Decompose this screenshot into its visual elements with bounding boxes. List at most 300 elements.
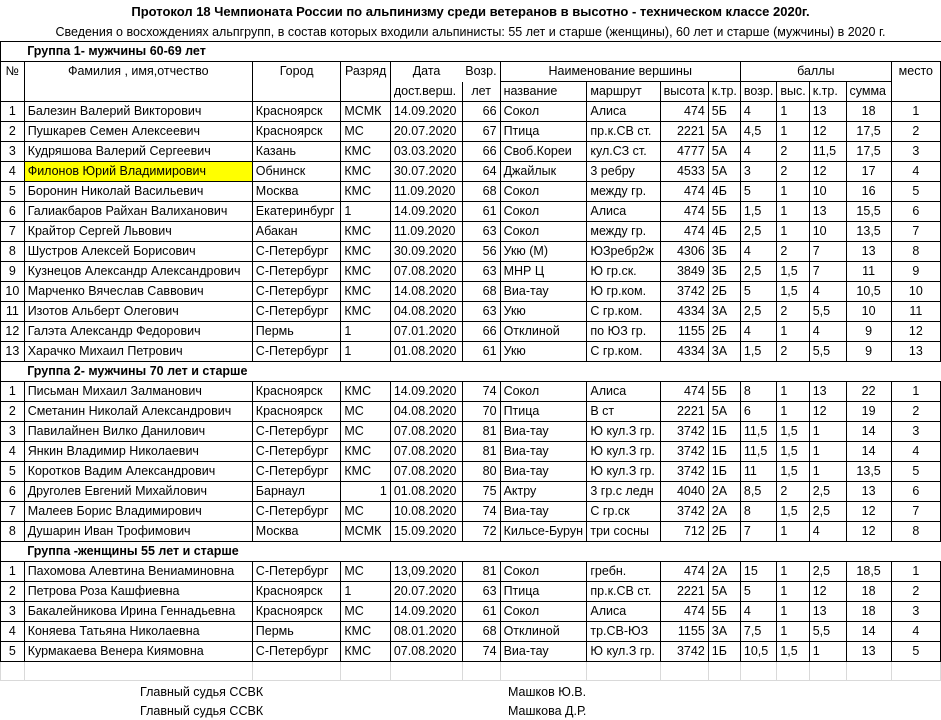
cell-score-height: 1: [777, 202, 809, 222]
cell-score-sum: 14: [846, 622, 891, 642]
cell-score-sum: 22: [846, 382, 891, 402]
cell-name: Павилайнен Вилко Данилович: [24, 422, 252, 442]
cell-place: 1: [891, 102, 940, 122]
cell-city: Пермь: [252, 322, 341, 342]
cell-category: 4Б: [708, 222, 740, 242]
cell-place: 2: [891, 402, 940, 422]
cell-score-cat: 4: [809, 282, 846, 302]
cell-age: 68: [462, 622, 500, 642]
cell-num: 4: [1, 442, 25, 462]
cell-city: Красноярск: [252, 582, 341, 602]
cell-category: 3А: [708, 302, 740, 322]
cell-peak-name: Виа-тау: [500, 422, 587, 442]
cell-name: Галиакбаров Райхан Валиханович: [24, 202, 252, 222]
cell-city: С-Петербург: [252, 282, 341, 302]
table-row: [1, 142, 941, 162]
cell-score-age: 4: [740, 242, 776, 262]
cell-date: 07.08.2020: [390, 422, 462, 442]
protocol-subtitle: Сведения о восхождениях альпгрупп, в состав которых входили альпинисты: 55 лет и старше (женщины), 60 лет и старше (мужчины) в 2020 г.: [55, 25, 886, 39]
cell-date: 11.09.2020: [390, 222, 462, 242]
cell-route: три сосны: [587, 522, 660, 542]
cell-age: 64: [462, 162, 500, 182]
cell-score-sum: 13: [846, 482, 891, 502]
cell-route: 3 ребру: [587, 162, 660, 182]
cell-num: 3: [1, 142, 25, 162]
table-row: [1, 402, 941, 422]
cell-place: 6: [891, 482, 940, 502]
group-spacer: [1, 42, 25, 62]
cell-score-age: 2,5: [740, 222, 776, 242]
cell-score-height: 2: [777, 482, 809, 502]
cell-score-age: 1,5: [740, 202, 776, 222]
cell-score-age: 11,5: [740, 442, 776, 462]
cell-date: 14.09.2020: [390, 602, 462, 622]
cell-score-sum: 18: [846, 602, 891, 622]
empty-cell: [1, 662, 25, 681]
cell-peak-name: Виа-тау: [500, 442, 587, 462]
cell-age: 61: [462, 202, 500, 222]
judge-label-2: Главный судья ССВК: [140, 704, 264, 718]
cell-category: 5Б: [708, 102, 740, 122]
table-row: [1, 422, 941, 442]
cell-num: 9: [1, 262, 25, 282]
cell-peak-name: Джайлык: [500, 162, 587, 182]
cell-place: 7: [891, 502, 940, 522]
empty-cell: [341, 662, 390, 681]
cell-score-height: 2: [777, 142, 809, 162]
judge-label-1: Главный судья ССВК: [140, 685, 264, 699]
cell-rank: КМС: [341, 442, 390, 462]
empty-cell: [891, 662, 940, 681]
cell-score-height: 1: [777, 582, 809, 602]
cell-age: 75: [462, 482, 500, 502]
cell-city: С-Петербург: [252, 422, 341, 442]
cell-age: 68: [462, 282, 500, 302]
cell-score-cat: 10: [809, 182, 846, 202]
subheader-date: дост.верш.: [390, 82, 462, 102]
subheader-peak-name: название: [500, 82, 587, 102]
cell-rank: 1: [341, 482, 390, 502]
cell-name: Кузнецов Александр Александрович: [24, 262, 252, 282]
cell-category: 5Б: [708, 602, 740, 622]
table-row: [1, 222, 941, 242]
cell-rank: МС: [341, 122, 390, 142]
cell-height: 2221: [660, 582, 708, 602]
cell-score-height: 1,5: [777, 502, 809, 522]
cell-name: Янкин Владимир Николаевич: [24, 442, 252, 462]
cell-score-sum: 11: [846, 262, 891, 282]
cell-score-sum: 9: [846, 322, 891, 342]
table-header-row: [1, 62, 941, 82]
cell-height: 712: [660, 522, 708, 542]
cell-num: 7: [1, 502, 25, 522]
cell-score-cat: 2,5: [809, 502, 846, 522]
cell-route: С гр.ком.: [587, 302, 660, 322]
cell-name: Изотов Альберт Олегович: [24, 302, 252, 322]
table-row: [1, 182, 941, 202]
cell-num: 4: [1, 622, 25, 642]
cell-route: С гр.ком.: [587, 342, 660, 362]
cell-height: 1155: [660, 322, 708, 342]
cell-height: 3742: [660, 642, 708, 662]
table-row: [1, 602, 941, 622]
table-row: [1, 202, 941, 222]
cell-rank: КМС: [341, 162, 390, 182]
cell-num: 11: [1, 302, 25, 322]
cell-rank: 1: [341, 342, 390, 362]
empty-cell: [500, 662, 587, 681]
cell-age: 61: [462, 342, 500, 362]
subheader-route: маршрут: [587, 82, 660, 102]
cell-place: 3: [891, 422, 940, 442]
cell-age: 81: [462, 442, 500, 462]
cell-age: 81: [462, 562, 500, 582]
cell-route: 3 гр.с ледн: [587, 482, 660, 502]
cell-date: 13,09.2020: [390, 562, 462, 582]
table-row: [1, 442, 941, 462]
table-row: [1, 322, 941, 342]
cell-score-height: 1: [777, 562, 809, 582]
cell-height: 474: [660, 562, 708, 582]
cell-score-height: 1,5: [777, 282, 809, 302]
cell-score-height: 1: [777, 622, 809, 642]
cell-city: С-Петербург: [252, 342, 341, 362]
cell-place: 10: [891, 282, 940, 302]
cell-height: 2221: [660, 402, 708, 422]
cell-age: 70: [462, 402, 500, 422]
cell-score-sum: 12: [846, 522, 891, 542]
empty-cell: [660, 662, 708, 681]
cell-date: 30.07.2020: [390, 162, 462, 182]
cell-score-sum: 10: [846, 302, 891, 322]
cell-rank: КМС: [341, 642, 390, 662]
cell-city: С-Петербург: [252, 562, 341, 582]
group-header-row: [1, 542, 941, 562]
cell-place: 12: [891, 322, 940, 342]
cell-route: Ю кул.З гр.: [587, 462, 660, 482]
cell-rank: КМС: [341, 182, 390, 202]
cell-place: 4: [891, 622, 940, 642]
cell-score-age: 2,5: [740, 262, 776, 282]
header-rank: Разряд: [341, 62, 390, 82]
group-spacer: [1, 362, 25, 382]
table-row: [1, 522, 941, 542]
cell-score-age: 3: [740, 162, 776, 182]
cell-num: 7: [1, 222, 25, 242]
cell-peak-name: Птица: [500, 122, 587, 142]
cell-route: гребн.: [587, 562, 660, 582]
cell-height: 474: [660, 182, 708, 202]
cell-score-cat: 13: [809, 602, 846, 622]
subheader-category: к.тр.: [708, 82, 740, 102]
header-age: Возр.: [462, 62, 500, 82]
cell-category: 1Б: [708, 442, 740, 462]
cell-peak-name: Виа-тау: [500, 282, 587, 302]
cell-peak-name: Своб.Кореи: [500, 142, 587, 162]
cell-score-age: 8: [740, 382, 776, 402]
cell-peak-name: Сокол: [500, 102, 587, 122]
cell-height: 4777: [660, 142, 708, 162]
header-city: Город: [252, 62, 341, 82]
cell-num: 1: [1, 102, 25, 122]
cell-score-sum: 10,5: [846, 282, 891, 302]
cell-score-height: 1,5: [777, 422, 809, 442]
cell-date: 08.01.2020: [390, 622, 462, 642]
cell-score-height: 1: [777, 102, 809, 122]
cell-score-sum: 9: [846, 342, 891, 362]
cell-height: 1155: [660, 622, 708, 642]
table-row: [1, 502, 941, 522]
cell-date: 14.08.2020: [390, 282, 462, 302]
cell-score-sum: 19: [846, 402, 891, 422]
table-row: [1, 342, 941, 362]
cell-rank: КМС: [341, 222, 390, 242]
table-row: [1, 482, 941, 502]
empty-cell: [390, 662, 462, 681]
cell-category: 2А: [708, 482, 740, 502]
cell-date: 01.08.2020: [390, 482, 462, 502]
cell-score-age: 11: [740, 462, 776, 482]
cell-score-sum: 13: [846, 242, 891, 262]
cell-route: между гр.: [587, 182, 660, 202]
cell-score-height: 1,5: [777, 262, 809, 282]
empty-cell: [809, 662, 846, 681]
cell-score-sum: 13,5: [846, 462, 891, 482]
cell-num: 1: [1, 562, 25, 582]
cell-category: 1Б: [708, 462, 740, 482]
cell-rank: КМС: [341, 302, 390, 322]
cell-age: 63: [462, 262, 500, 282]
cell-place: 3: [891, 142, 940, 162]
cell-score-age: 5: [740, 282, 776, 302]
cell-score-age: 4: [740, 102, 776, 122]
empty-cell: [462, 662, 500, 681]
cell-score-age: 8: [740, 502, 776, 522]
cell-score-height: 2: [777, 302, 809, 322]
cell-height: 474: [660, 202, 708, 222]
cell-category: 2Б: [708, 282, 740, 302]
cell-date: 11.09.2020: [390, 182, 462, 202]
cell-date: 14.09.2020: [390, 102, 462, 122]
cell-city: Барнаул: [252, 482, 341, 502]
cell-age: 66: [462, 102, 500, 122]
cell-category: 5А: [708, 122, 740, 142]
cell-name: Харачко Михаил Петрович: [24, 342, 252, 362]
cell-city: Казань: [252, 142, 341, 162]
cell-name: Балезин Валерий Викторович: [24, 102, 252, 122]
cell-place: 5: [891, 642, 940, 662]
cell-height: 4334: [660, 302, 708, 322]
cell-age: 63: [462, 222, 500, 242]
group-header-row: [1, 42, 941, 62]
cell-route: Ю кул.З гр.: [587, 422, 660, 442]
cell-date: 20.07.2020: [390, 582, 462, 602]
cell-category: 3Б: [708, 242, 740, 262]
cell-score-age: 7: [740, 522, 776, 542]
cell-score-cat: 5,5: [809, 302, 846, 322]
cell-peak-name: Сокол: [500, 182, 587, 202]
cell-route: Ю гр.ск.: [587, 262, 660, 282]
subheader-score-age: возр.: [740, 82, 776, 102]
cell-age: 72: [462, 522, 500, 542]
table-row: [1, 262, 941, 282]
cell-num: 6: [1, 202, 25, 222]
header-place: место: [891, 62, 940, 82]
cell-name: Друголев Евгений Михайлович: [24, 482, 252, 502]
cell-score-cat: 1: [809, 462, 846, 482]
subheader-empty: [1, 82, 25, 102]
cell-peak-name: Отклиной: [500, 622, 587, 642]
empty-cell: [740, 662, 776, 681]
cell-city: Абакан: [252, 222, 341, 242]
cell-category: 5А: [708, 162, 740, 182]
subheader-empty: [341, 82, 390, 102]
cell-rank: КМС: [341, 282, 390, 302]
group-label: Группа -женщины 55 лет и старше: [24, 542, 940, 562]
group-spacer: [1, 542, 25, 562]
cell-place: 4: [891, 162, 940, 182]
cell-score-height: 1: [777, 222, 809, 242]
table-subheader-row: [1, 82, 941, 102]
cell-route: Ю кул.З гр.: [587, 442, 660, 462]
cell-rank: 1: [341, 202, 390, 222]
cell-route: между гр.: [587, 222, 660, 242]
table-row: [1, 122, 941, 142]
cell-place: 9: [891, 262, 940, 282]
table-row: [1, 102, 941, 122]
cell-date: 01.08.2020: [390, 342, 462, 362]
cell-city: Красноярск: [252, 602, 341, 622]
cell-city: Москва: [252, 182, 341, 202]
cell-num: 10: [1, 282, 25, 302]
cell-peak-name: Кильсе-Бурун: [500, 522, 587, 542]
cell-rank: КМС: [341, 622, 390, 642]
cell-num: 6: [1, 482, 25, 502]
subheader-empty: [24, 82, 252, 102]
cell-score-age: 7,5: [740, 622, 776, 642]
table-row: [1, 642, 941, 662]
cell-height: 2221: [660, 122, 708, 142]
cell-num: 3: [1, 422, 25, 442]
cell-score-cat: 12: [809, 402, 846, 422]
cell-score-height: 2: [777, 162, 809, 182]
cell-name: Пахомова Алевтина Вениаминовна: [24, 562, 252, 582]
cell-peak-name: Птица: [500, 582, 587, 602]
cell-rank: МСМК: [341, 102, 390, 122]
cell-score-sum: 18,5: [846, 562, 891, 582]
cell-score-sum: 17: [846, 162, 891, 182]
cell-place: 11: [891, 302, 940, 322]
cell-score-cat: 12: [809, 582, 846, 602]
cell-city: С-Петербург: [252, 442, 341, 462]
cell-score-height: 1: [777, 602, 809, 622]
cell-num: 8: [1, 242, 25, 262]
cell-score-age: 11,5: [740, 422, 776, 442]
empty-cell: [846, 662, 891, 681]
cell-city: Пермь: [252, 622, 341, 642]
cell-city: Обнинск: [252, 162, 341, 182]
cell-age: 63: [462, 302, 500, 322]
group-label: Группа 1- мужчины 60-69 лет: [24, 42, 940, 62]
cell-num: 2: [1, 402, 25, 422]
cell-city: Москва: [252, 522, 341, 542]
cell-city: Красноярск: [252, 102, 341, 122]
cell-name: Письман Михаил Залманович: [24, 382, 252, 402]
cell-place: 8: [891, 522, 940, 542]
cell-score-age: 2,5: [740, 302, 776, 322]
cell-category: 3А: [708, 622, 740, 642]
cell-num: 2: [1, 582, 25, 602]
cell-height: 474: [660, 222, 708, 242]
cell-age: 74: [462, 502, 500, 522]
cell-score-sum: 15,5: [846, 202, 891, 222]
subheader-score-sum: сумма: [846, 82, 891, 102]
cell-score-cat: 1: [809, 422, 846, 442]
cell-score-height: 1,5: [777, 462, 809, 482]
empty-cell: [708, 662, 740, 681]
cell-age: 74: [462, 382, 500, 402]
cell-score-sum: 14: [846, 422, 891, 442]
empty-cell: [777, 662, 809, 681]
cell-name: Коняева Татьяна Николаевна: [24, 622, 252, 642]
cell-peak-name: Сокол: [500, 202, 587, 222]
cell-city: Красноярск: [252, 382, 341, 402]
cell-place: 8: [891, 242, 940, 262]
cell-score-height: 1: [777, 382, 809, 402]
header-date: Дата: [390, 62, 462, 82]
cell-place: 7: [891, 222, 940, 242]
cell-num: 5: [1, 642, 25, 662]
table-row: [1, 582, 941, 602]
table-row: [1, 282, 941, 302]
table-row: [1, 242, 941, 262]
cell-route: Алиса: [587, 602, 660, 622]
cell-city: С-Петербург: [252, 302, 341, 322]
cell-peak-name: Сокол: [500, 562, 587, 582]
cell-rank: МС: [341, 422, 390, 442]
cell-age: 67: [462, 122, 500, 142]
group-header-row: [1, 362, 941, 382]
cell-score-sum: 13,5: [846, 222, 891, 242]
cell-age: 56: [462, 242, 500, 262]
cell-city: С-Петербург: [252, 262, 341, 282]
cell-rank: МС: [341, 402, 390, 422]
cell-date: 03.03.2020: [390, 142, 462, 162]
cell-name: Бакалейникова Ирина Геннадьевна: [24, 602, 252, 622]
cell-place: 5: [891, 182, 940, 202]
cell-score-sum: 18: [846, 582, 891, 602]
subheader-empty: [891, 82, 940, 102]
cell-num: 13: [1, 342, 25, 362]
cell-age: 68: [462, 182, 500, 202]
cell-num: 8: [1, 522, 25, 542]
empty-cell: [24, 662, 252, 681]
cell-num: 1: [1, 382, 25, 402]
cell-peak-name: Виа-тау: [500, 642, 587, 662]
cell-name: Боронин Николай Васильевич: [24, 182, 252, 202]
cell-score-height: 1: [777, 402, 809, 422]
cell-peak-name: Виа-тау: [500, 462, 587, 482]
cell-name: Галэта Александр Федорович: [24, 322, 252, 342]
cell-name: Крайтор Сергей Львович: [24, 222, 252, 242]
cell-score-age: 4: [740, 322, 776, 342]
cell-score-sum: 14: [846, 442, 891, 462]
cell-route: пр.к.СВ ст.: [587, 122, 660, 142]
cell-route: Алиса: [587, 382, 660, 402]
cell-category: 5Б: [708, 202, 740, 222]
cell-route: тр.СВ-ЮЗ: [587, 622, 660, 642]
cell-rank: КМС: [341, 142, 390, 162]
